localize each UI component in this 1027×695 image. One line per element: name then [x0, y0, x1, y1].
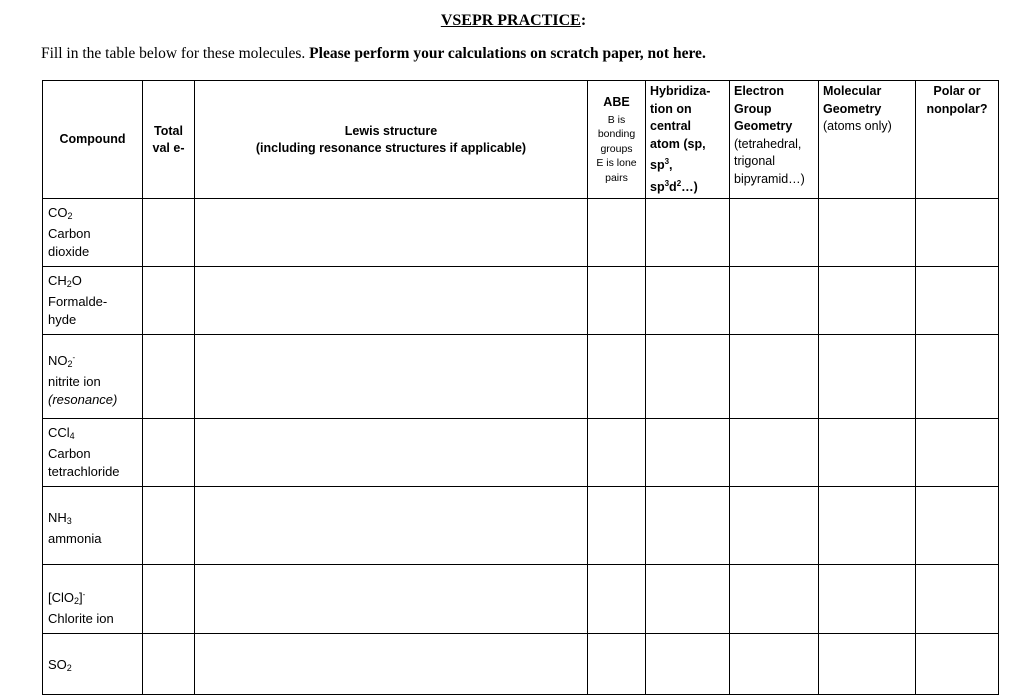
instructions-plain: Fill in the table below for these molecules.	[41, 45, 306, 62]
answer-cell-hybridization[interactable]	[646, 487, 730, 565]
answer-cell-molecular-geometry[interactable]	[819, 565, 916, 634]
vsepr-table	[42, 80, 999, 695]
answer-cell-total-valence[interactable]	[143, 199, 195, 267]
answer-cell-polarity[interactable]	[916, 267, 999, 335]
answer-cell-abe[interactable]	[588, 634, 646, 695]
answer-cell-lewis-structure[interactable]	[195, 565, 588, 634]
answer-cell-lewis-structure[interactable]	[195, 634, 588, 695]
table-row	[43, 634, 999, 695]
header-compound: Compound	[43, 81, 143, 199]
compound-cell: $NH_3$ ammonia	[43, 487, 143, 565]
answer-cell-total-valence[interactable]	[143, 487, 195, 565]
answer-cell-polarity[interactable]	[916, 419, 999, 487]
answer-cell-abe[interactable]	[588, 487, 646, 565]
answer-cell-electron-geometry[interactable]	[730, 634, 819, 695]
abe-title: ABE	[603, 94, 630, 109]
answer-cell-hybridization[interactable]	[646, 335, 730, 419]
compound-cell: [ClO$_2$]- Chlorite ion	[43, 565, 143, 634]
answer-cell-hybridization[interactable]	[646, 267, 730, 335]
answer-cell-polarity[interactable]	[916, 335, 999, 419]
answer-cell-electron-geometry[interactable]	[730, 565, 819, 634]
answer-cell-abe[interactable]	[588, 267, 646, 335]
answer-cell-total-valence[interactable]	[143, 565, 195, 634]
answer-cell-molecular-geometry[interactable]	[819, 199, 916, 267]
compound-cell: $SO_2$	[43, 634, 143, 695]
page-title: VSEPR PRACTICE:	[440, 12, 587, 29]
table-row	[43, 199, 999, 267]
answer-cell-total-valence[interactable]	[143, 267, 195, 335]
answer-cell-electron-geometry[interactable]	[730, 335, 819, 419]
answer-cell-abe[interactable]	[588, 335, 646, 419]
answer-cell-total-valence[interactable]	[143, 335, 195, 419]
header-row	[43, 81, 999, 199]
answer-cell-abe[interactable]	[588, 419, 646, 487]
answer-cell-molecular-geometry[interactable]	[819, 419, 916, 487]
answer-cell-polarity[interactable]	[916, 487, 999, 565]
answer-cell-hybridization[interactable]	[646, 419, 730, 487]
answer-cell-molecular-geometry[interactable]	[819, 487, 916, 565]
answer-cell-abe[interactable]	[588, 565, 646, 634]
answer-cell-lewis-structure[interactable]	[195, 487, 588, 565]
instructions	[41, 45, 706, 63]
answer-cell-hybridization[interactable]	[646, 565, 730, 634]
answer-cell-abe[interactable]	[588, 199, 646, 267]
answer-cell-total-valence[interactable]	[143, 634, 195, 695]
answer-cell-hybridization[interactable]	[646, 199, 730, 267]
header-molecular-geometry: Molecular Geometry (atoms only)	[819, 81, 916, 199]
answer-cell-molecular-geometry[interactable]	[819, 634, 916, 695]
compound-cell: $NO_2^-$ nitrite ion (resonance)	[43, 335, 143, 419]
answer-cell-hybridization[interactable]	[646, 634, 730, 695]
answer-cell-polarity[interactable]	[916, 565, 999, 634]
answer-cell-electron-geometry[interactable]	[730, 199, 819, 267]
table-row	[43, 565, 999, 634]
table-row	[43, 419, 999, 487]
answer-cell-polarity[interactable]	[916, 199, 999, 267]
compound-cell: $CO_2$ Carbon dioxide	[43, 199, 143, 267]
header-electron-group-geometry: Electron Group Geometry (tetrahedral, trigonal bipyramid…)	[730, 81, 819, 199]
answer-cell-lewis-structure[interactable]	[195, 267, 588, 335]
answer-cell-lewis-structure[interactable]	[195, 419, 588, 487]
table-row	[43, 335, 999, 419]
answer-cell-electron-geometry[interactable]	[730, 267, 819, 335]
table-row	[43, 487, 999, 565]
answer-cell-electron-geometry[interactable]	[730, 419, 819, 487]
compound-cell: $CH_2O$ Formalde- hyde	[43, 267, 143, 335]
header-total-valence: Total val e-	[143, 81, 195, 199]
header-abe: ABE B is bonding groups E is lone pairs	[588, 81, 646, 199]
answer-cell-molecular-geometry[interactable]	[819, 335, 916, 419]
answer-cell-total-valence[interactable]	[143, 419, 195, 487]
table-row	[43, 267, 999, 335]
header-lewis-structure: Lewis structure (including resonance structures if applicable)	[195, 81, 588, 199]
answer-cell-lewis-structure[interactable]	[195, 199, 588, 267]
header-polarity: Polar or nonpolar?	[916, 81, 999, 199]
answer-cell-polarity[interactable]	[916, 634, 999, 695]
header-hybridization: Hybridiza- tion on central atom (sp, $sp^3$, $sp^3d^2\dots$)	[646, 81, 730, 199]
compound-cell: CCl$_4$ Carbon tetrachloride	[43, 419, 143, 487]
answer-cell-molecular-geometry[interactable]	[819, 267, 916, 335]
answer-cell-electron-geometry[interactable]	[730, 487, 819, 565]
answer-cell-lewis-structure[interactable]	[195, 335, 588, 419]
instructions-bold: Please perform your calculations on scratch paper, not here.	[309, 45, 706, 62]
